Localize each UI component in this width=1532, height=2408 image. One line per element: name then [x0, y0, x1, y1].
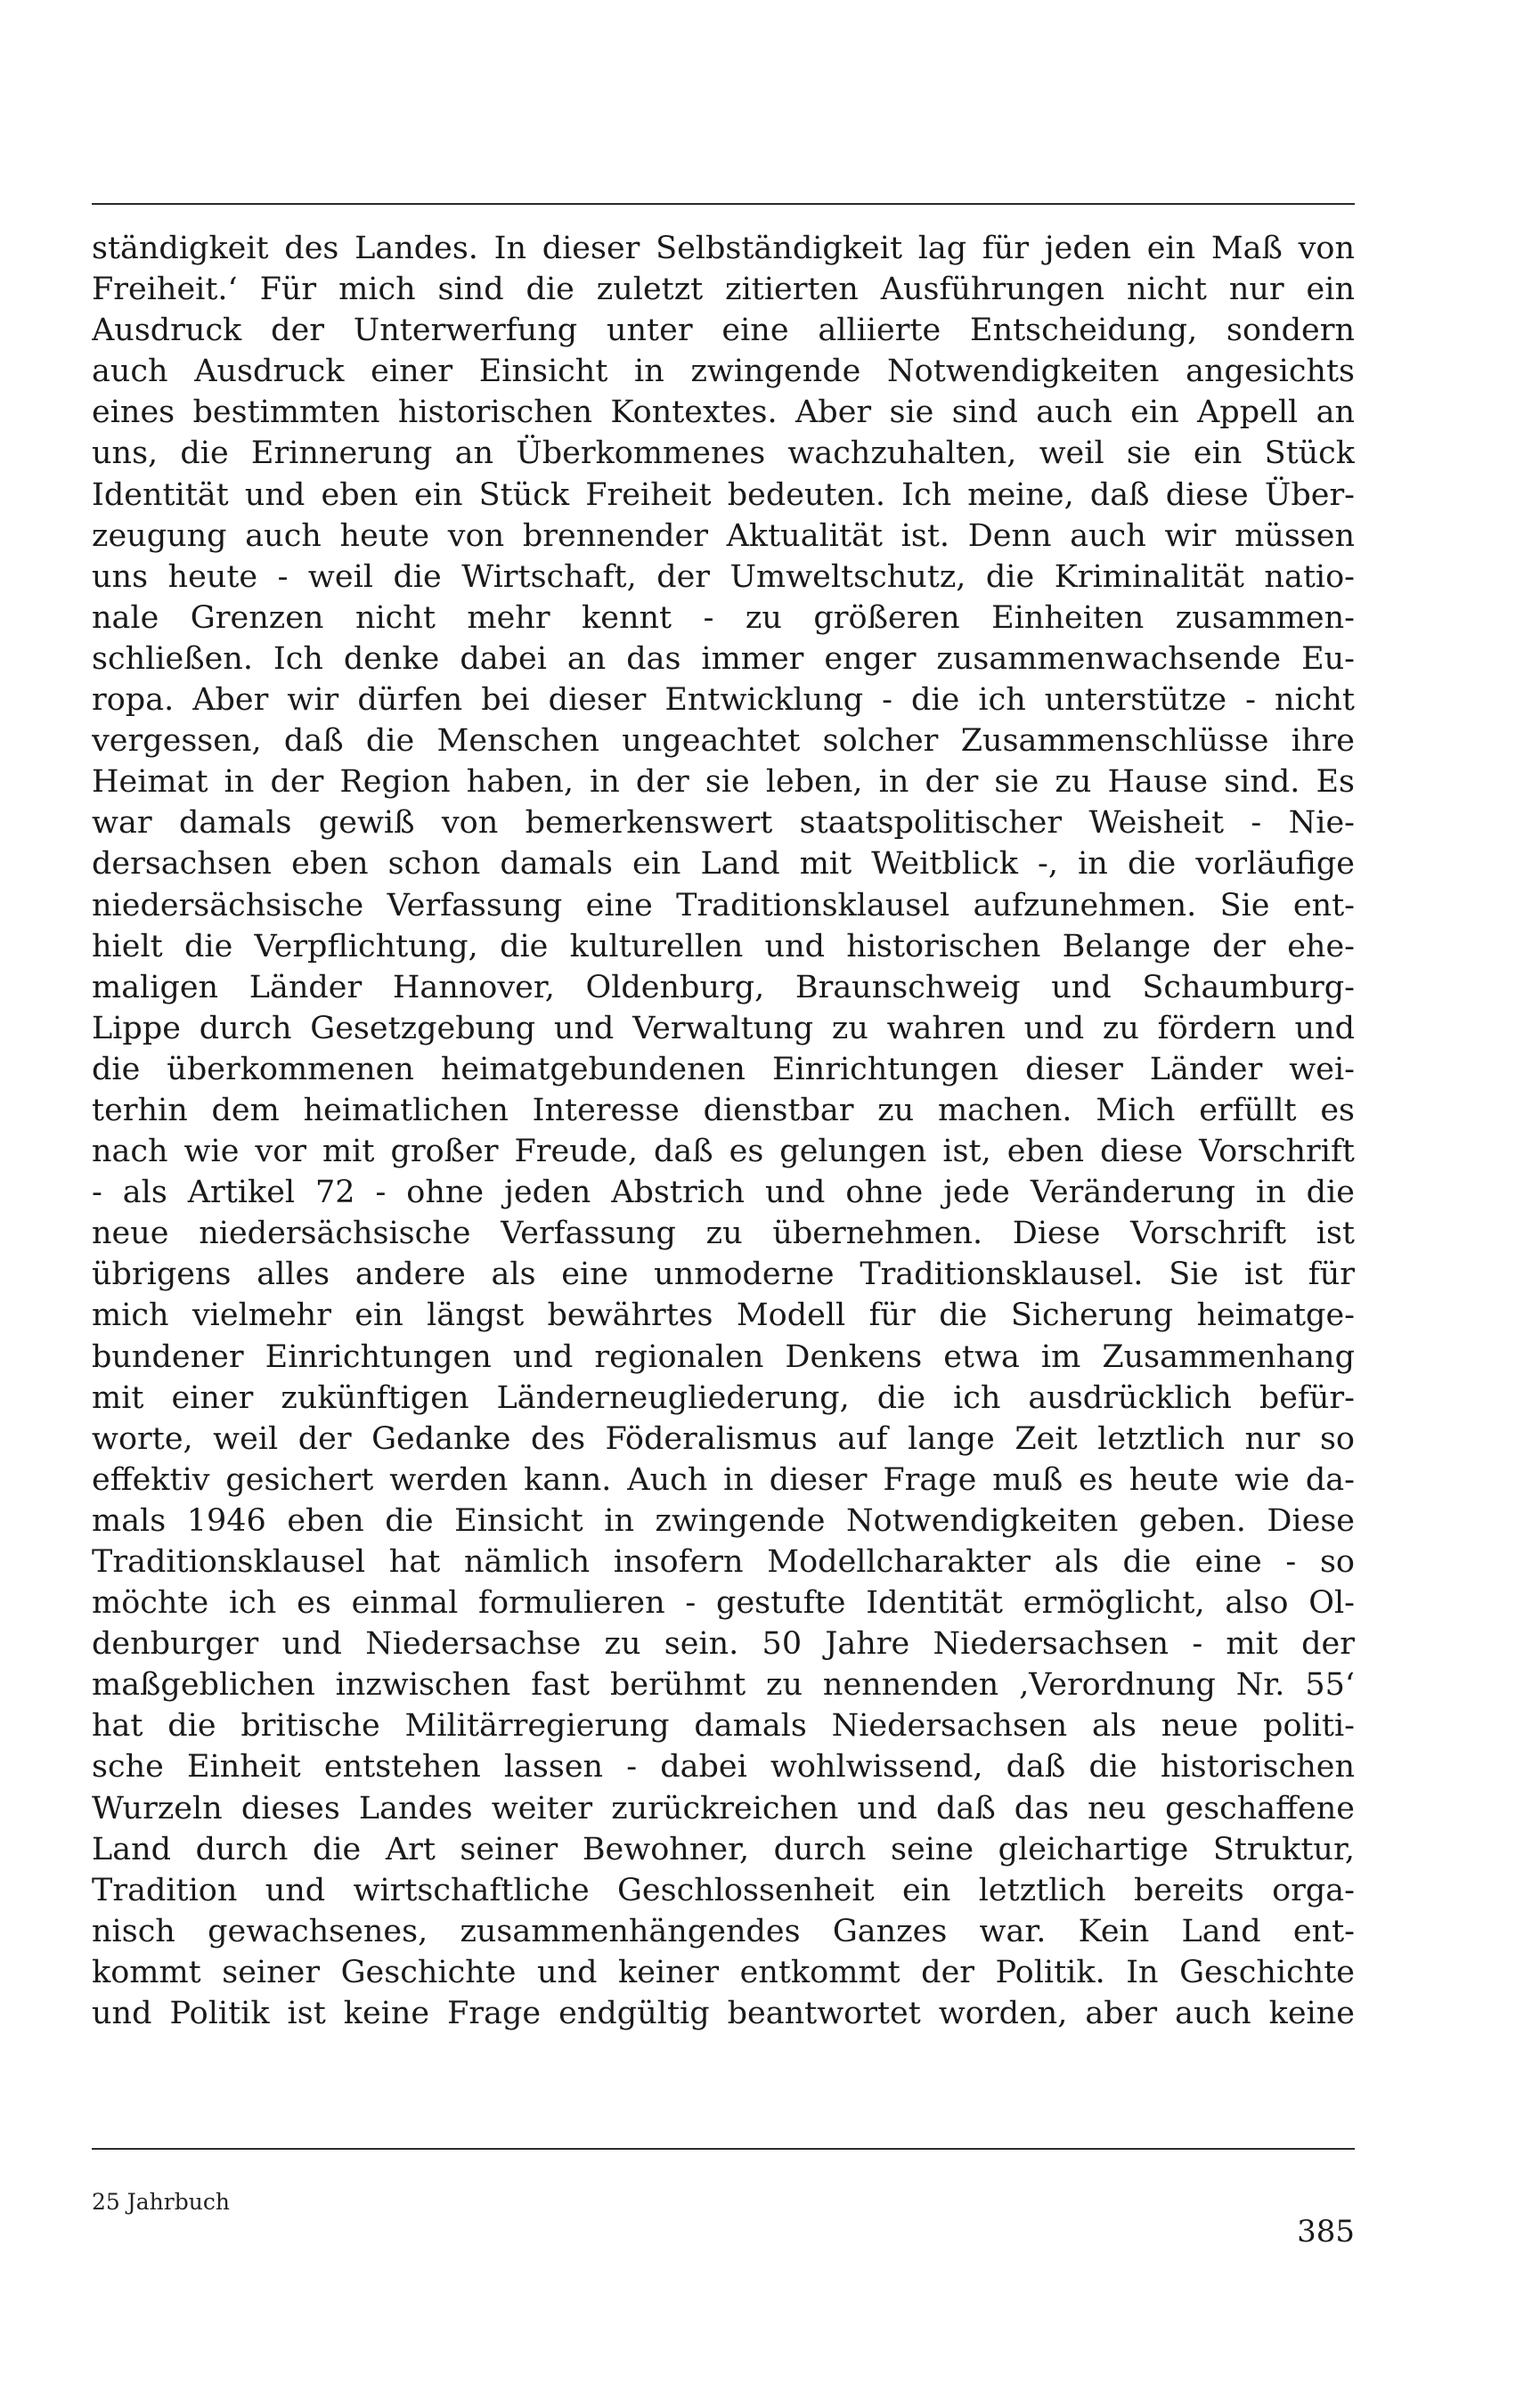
text-line: Land durch die Art seiner Bewohner, durch seine gleichartige Struktur, [92, 1831, 1355, 1867]
text-line: Identität und eben ein Stück Freiheit bedeuten. Ich meine, daß diese Über- [92, 476, 1355, 513]
text-line: mich vielmehr ein längst bewährtes Modell für die Sicherung heimatge- [92, 1298, 1355, 1334]
text-line: möchte ich es einmal formulieren - gestufte Identität ermöglicht, also Ol- [92, 1585, 1355, 1622]
text-line: hat die britische Militärregierung damals Niedersachsen als neue politi- [92, 1708, 1355, 1745]
text-line: war damals gewiß von bemerkenswert staatspolitischer Weisheit - Nie- [92, 805, 1355, 842]
text-line: nisch gewachsenes, zusammenhängendes Ganzes war. Kein Land ent- [92, 1913, 1355, 1949]
text-line: - als Artikel 72 - ohne jeden Abstrich und ohne jede Veränderung in die [92, 1175, 1355, 1211]
top-rule [92, 203, 1355, 205]
text-line: uns, die Erinnerung an Überkommenes wachzuhalten, weil sie ein Stück [92, 435, 1355, 472]
text-line: nale Grenzen nicht mehr kennt - zu größeren Einheiten zusammen- [92, 599, 1355, 636]
text-line: hielt die Verpflichtung, die kulturellen und historischen Belange der ehe- [92, 928, 1355, 964]
text-line: kommt seiner Geschichte und keiner entkommt der Politik. In Geschichte [92, 1954, 1355, 1990]
text-line: ständigkeit des Landes. In dieser Selbständigkeit lag für jeden ein Maß von [92, 231, 1355, 266]
text-line: terhin dem heimatlichen Interesse dienstbar zu machen. Mich erfüllt es [92, 1092, 1355, 1128]
text-line: zeugung auch heute von brennender Aktualität ist. Denn auch wir müssen [92, 517, 1355, 554]
text-line: denburger und Niedersachse zu sein. 50 Jahre Niedersachsen - mit der [92, 1626, 1355, 1663]
page-number: 385 [1297, 2214, 1355, 2249]
text-line: bundener Einrichtungen und regionalen Denkens etwa im Zusammenhang [92, 1338, 1355, 1375]
text-line: niedersächsische Verfassung eine Traditionsklausel aufzunehmen. Sie ent- [92, 887, 1355, 923]
signature-mark: 25 Jahrbuch [92, 2189, 230, 2215]
text-line: sche Einheit entstehen lassen - dabei wohlwissend, daß die historischen [92, 1749, 1355, 1786]
text-line: auch Ausdruck einer Einsicht in zwingende Notwendigkeiten angesichts [92, 354, 1355, 390]
body-text [92, 228, 1355, 2034]
text-line: Traditionsklausel hat nämlich insofern Modellcharakter als die eine - so [92, 1544, 1355, 1580]
text-line: vergessen, daß die Menschen ungeachtet solcher Zusammenschlüsse ihre [92, 723, 1355, 760]
text-line: schließen. Ich denke dabei an das immer enger zusammenwachsende Eu- [92, 640, 1355, 677]
text-line: Wurzeln dieses Landes weiter zurückreichen und daß das neu geschaffene [92, 1790, 1355, 1826]
text-line: maßgeblichen inzwischen fast berühmt zu nennenden ‚Verordnung Nr. 55‘ [92, 1667, 1355, 1704]
text-line: mit einer zukünftigen Länderneugliederung, die ich ausdrücklich befür- [92, 1379, 1355, 1416]
text-line: Freiheit.‘ Für mich sind die zuletzt zitierten Ausführungen nicht nur ein [92, 272, 1355, 308]
text-line: Lippe durch Gesetzgebung und Verwaltung zu wahren und zu fördern und [92, 1010, 1355, 1046]
text-line: Tradition und wirtschaftliche Geschlossenheit ein letztlich bereits orga- [92, 1872, 1355, 1908]
text-line: neue niedersächsische Verfassung zu übernehmen. Diese Vorschrift ist [92, 1216, 1355, 1252]
text-line: übrigens alles andere als eine unmoderne Traditionsklausel. Sie ist für [92, 1257, 1355, 1293]
text-line: eines bestimmten historischen Kontextes. Aber sie sind auch ein Appell an [92, 395, 1355, 431]
bottom-rule [92, 2148, 1355, 2150]
text-line: dersachsen eben schon damals ein Land mit Weitblick -, in die vorläufige [92, 846, 1355, 883]
text-line: Ausdruck der Unterwerfung unter eine alliierte Entscheidung, sondern [92, 313, 1355, 349]
text-line: die überkommenen heimatgebundenen Einrichtungen dieser Länder wei- [92, 1051, 1355, 1087]
text-line: worte, weil der Gedanke des Föderalismus auf lange Zeit letztlich nur so [92, 1420, 1355, 1457]
text-line: uns heute - weil die Wirtschaft, der Umweltschutz, die Kriminalität natio- [92, 558, 1355, 595]
text-line: ropa. Aber wir dürfen bei dieser Entwicklung - die ich unterstütze - nicht [92, 682, 1355, 719]
text-line: mals 1946 eben die Einsicht in zwingende Notwendigkeiten geben. Diese [92, 1502, 1355, 1539]
text-line: effektiv gesichert werden kann. Auch in dieser Frage muß es heute wie da- [92, 1461, 1355, 1498]
text-line: Heimat in der Region haben, in der sie leben, in der sie zu Hause sind. Es [92, 764, 1355, 801]
text-line: maligen Länder Hannover, Oldenburg, Braunschweig und Schaumburg- [92, 969, 1355, 1005]
text-line: und Politik ist keine Frage endgültig beantwortet worden, aber auch keine [92, 1996, 1355, 2032]
text-line: nach wie vor mit großer Freude, daß es gelungen ist, eben diese Vorschrift [92, 1134, 1355, 1170]
